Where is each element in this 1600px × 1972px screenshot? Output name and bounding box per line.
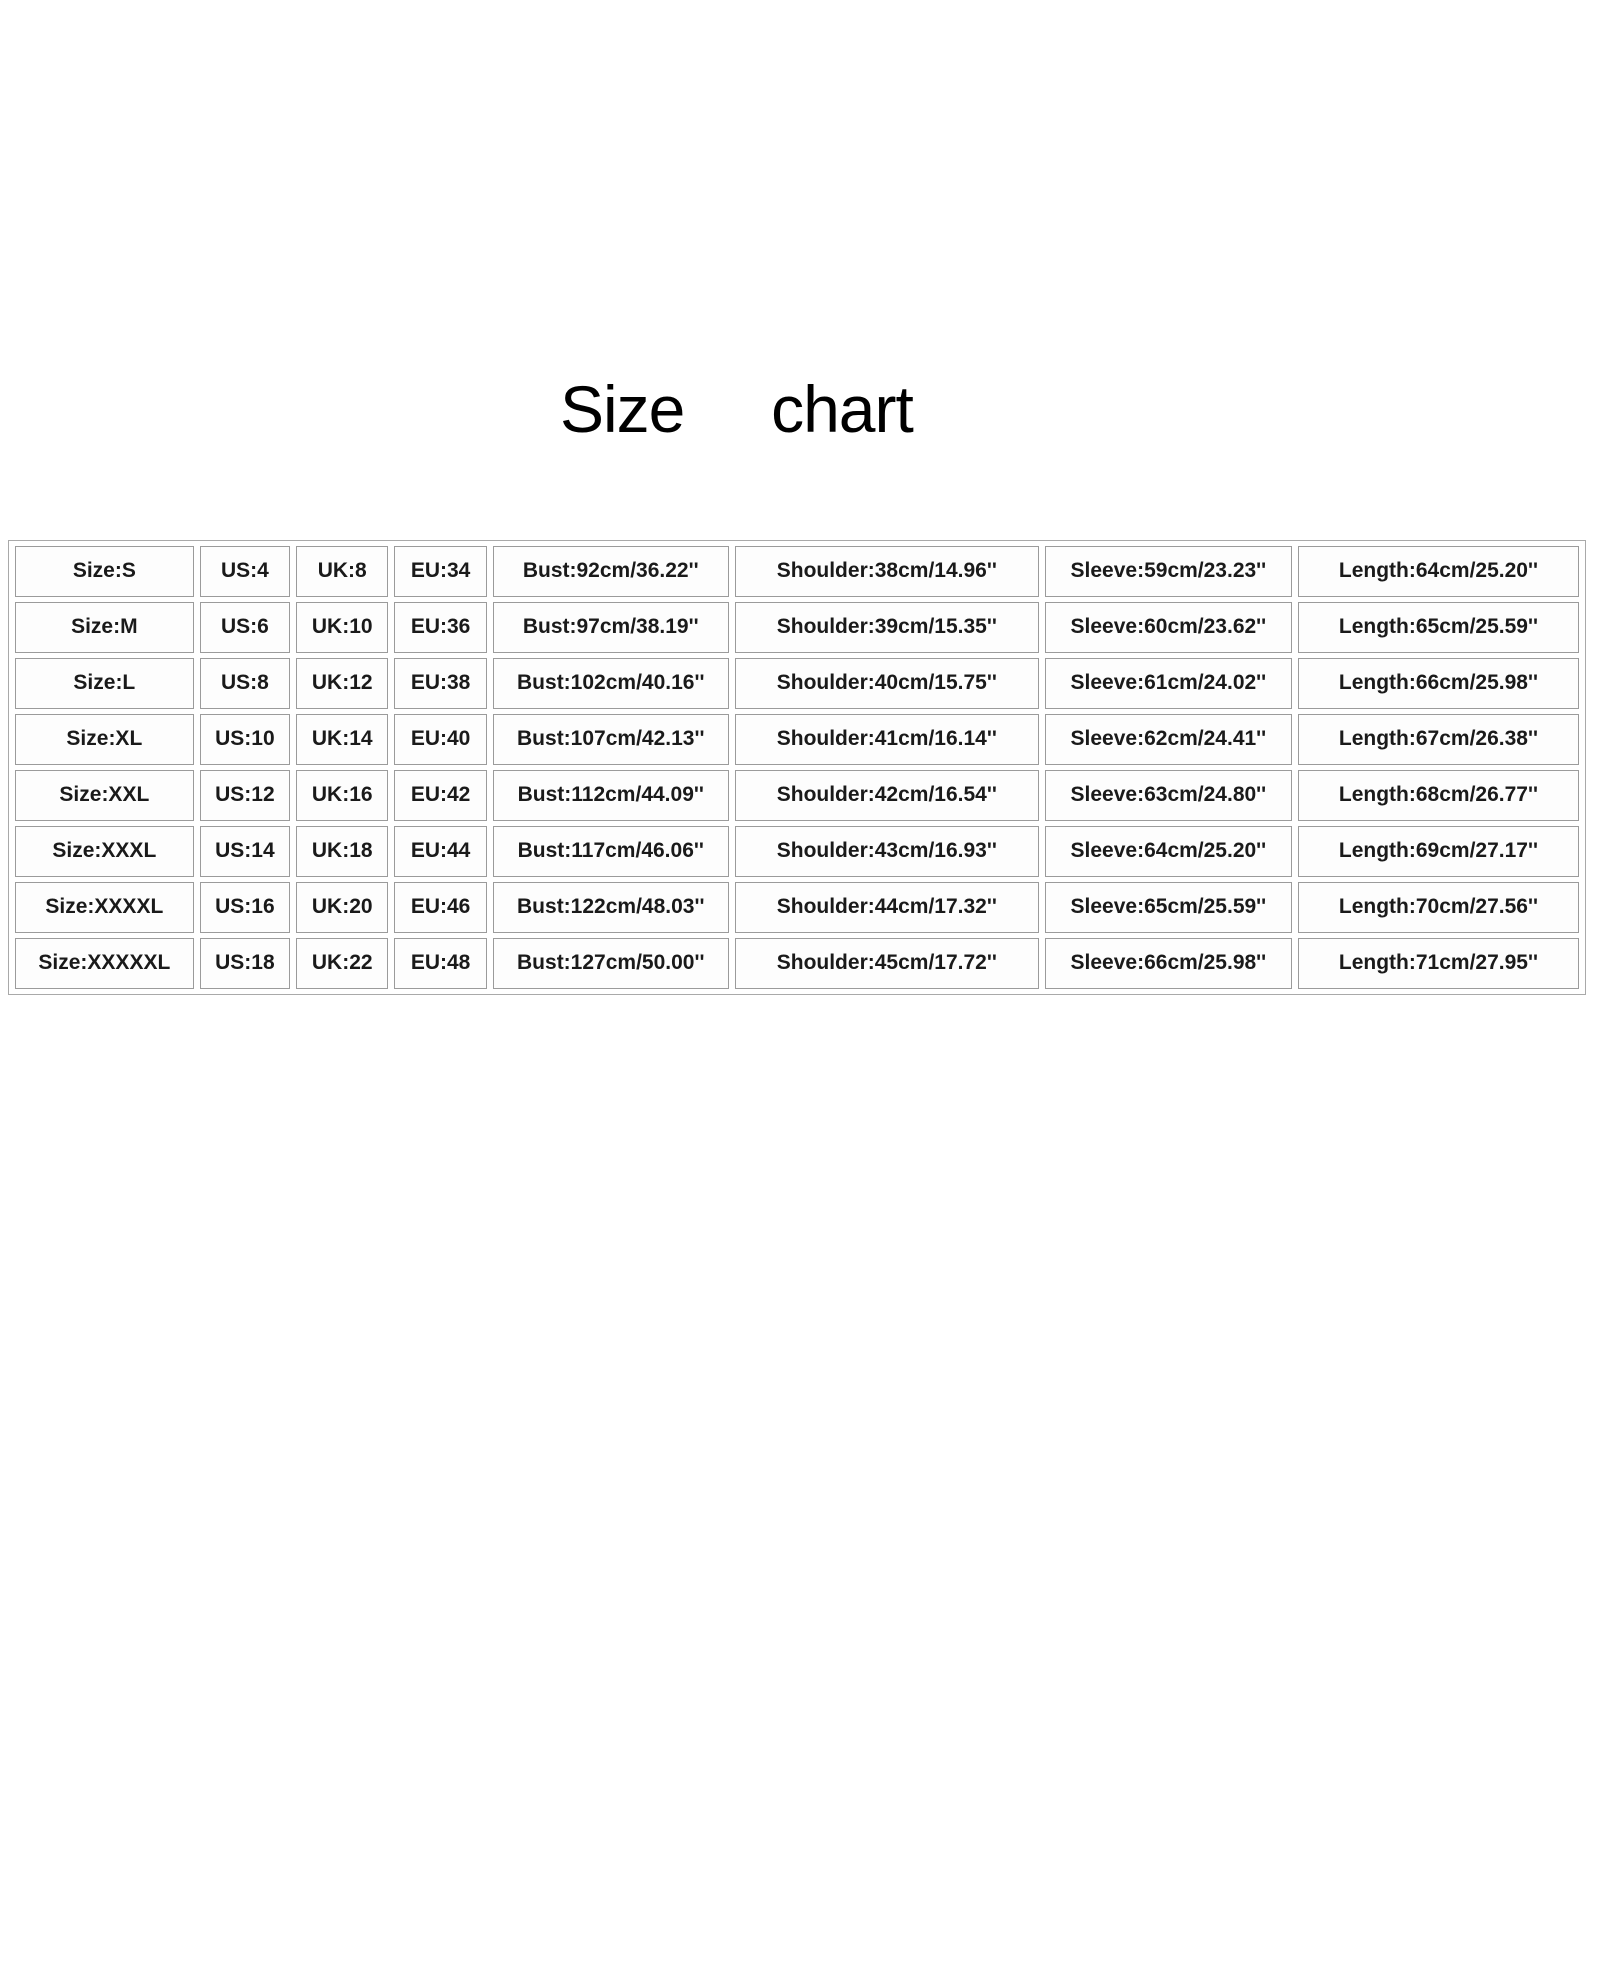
length-cell: Length:64cm/25.20'' — [1298, 546, 1579, 597]
bust-cell: Bust:117cm/46.06'' — [493, 826, 729, 877]
uk-cell: UK:22 — [296, 938, 388, 989]
us-cell: US:10 — [200, 714, 290, 765]
uk-cell: UK:20 — [296, 882, 388, 933]
table-row — [15, 882, 1579, 933]
uk-cell: UK:8 — [296, 546, 388, 597]
sleeve-cell: Sleeve:61cm/24.02'' — [1045, 658, 1292, 709]
sleeve-cell: Sleeve:59cm/23.23'' — [1045, 546, 1292, 597]
length-cell: Length:69cm/27.17'' — [1298, 826, 1579, 877]
shoulder-cell: Shoulder:39cm/15.35'' — [735, 602, 1039, 653]
eu-cell: EU:44 — [394, 826, 486, 877]
bust-cell: Bust:102cm/40.16'' — [493, 658, 729, 709]
uk-cell: UK:14 — [296, 714, 388, 765]
uk-cell: UK:12 — [296, 658, 388, 709]
uk-cell: UK:16 — [296, 770, 388, 821]
eu-cell: EU:48 — [394, 938, 486, 989]
bust-cell: Bust:127cm/50.00'' — [493, 938, 729, 989]
table-row — [15, 714, 1579, 765]
shoulder-cell: Shoulder:42cm/16.54'' — [735, 770, 1039, 821]
us-cell: US:18 — [200, 938, 290, 989]
bust-cell: Bust:122cm/48.03'' — [493, 882, 729, 933]
bust-cell: Bust:92cm/36.22'' — [493, 546, 729, 597]
us-cell: US:14 — [200, 826, 290, 877]
eu-cell: EU:40 — [394, 714, 486, 765]
size-cell: Size:M — [15, 602, 194, 653]
size-cell: Size:S — [15, 546, 194, 597]
size-cell: Size:L — [15, 658, 194, 709]
size-cell: Size:XXL — [15, 770, 194, 821]
sleeve-cell: Sleeve:62cm/24.41'' — [1045, 714, 1292, 765]
table-row — [15, 546, 1579, 597]
us-cell: US:4 — [200, 546, 290, 597]
table-row — [15, 658, 1579, 709]
table-row — [15, 770, 1579, 821]
bust-cell: Bust:107cm/42.13'' — [493, 714, 729, 765]
shoulder-cell: Shoulder:44cm/17.32'' — [735, 882, 1039, 933]
length-cell: Length:65cm/25.59'' — [1298, 602, 1579, 653]
length-cell: Length:70cm/27.56'' — [1298, 882, 1579, 933]
us-cell: US:16 — [200, 882, 290, 933]
bust-cell: Bust:112cm/44.09'' — [493, 770, 729, 821]
length-cell: Length:67cm/26.38'' — [1298, 714, 1579, 765]
eu-cell: EU:36 — [394, 602, 486, 653]
us-cell: US:8 — [200, 658, 290, 709]
size-table — [9, 541, 1585, 994]
sleeve-cell: Sleeve:65cm/25.59'' — [1045, 882, 1292, 933]
shoulder-cell: Shoulder:41cm/16.14'' — [735, 714, 1039, 765]
shoulder-cell: Shoulder:45cm/17.72'' — [735, 938, 1039, 989]
eu-cell: EU:46 — [394, 882, 486, 933]
uk-cell: UK:18 — [296, 826, 388, 877]
sleeve-cell: Sleeve:64cm/25.20'' — [1045, 826, 1292, 877]
page-title: Size chart — [560, 372, 913, 446]
size-cell: Size:XXXXXL — [15, 938, 194, 989]
eu-cell: EU:34 — [394, 546, 486, 597]
size-cell: Size:XXXXL — [15, 882, 194, 933]
sleeve-cell: Sleeve:63cm/24.80'' — [1045, 770, 1292, 821]
bust-cell: Bust:97cm/38.19'' — [493, 602, 729, 653]
table-row — [15, 938, 1579, 989]
length-cell: Length:68cm/26.77'' — [1298, 770, 1579, 821]
sleeve-cell: Sleeve:66cm/25.98'' — [1045, 938, 1292, 989]
shoulder-cell: Shoulder:43cm/16.93'' — [735, 826, 1039, 877]
table-row — [15, 602, 1579, 653]
length-cell: Length:71cm/27.95'' — [1298, 938, 1579, 989]
page — [0, 372, 1600, 995]
us-cell: US:6 — [200, 602, 290, 653]
us-cell: US:12 — [200, 770, 290, 821]
size-chart-table — [8, 540, 1586, 995]
table-row — [15, 826, 1579, 877]
sleeve-cell: Sleeve:60cm/23.62'' — [1045, 602, 1292, 653]
size-cell: Size:XXXL — [15, 826, 194, 877]
shoulder-cell: Shoulder:40cm/15.75'' — [735, 658, 1039, 709]
eu-cell: EU:38 — [394, 658, 486, 709]
shoulder-cell: Shoulder:38cm/14.96'' — [735, 546, 1039, 597]
eu-cell: EU:42 — [394, 770, 486, 821]
size-cell: Size:XL — [15, 714, 194, 765]
length-cell: Length:66cm/25.98'' — [1298, 658, 1579, 709]
uk-cell: UK:10 — [296, 602, 388, 653]
